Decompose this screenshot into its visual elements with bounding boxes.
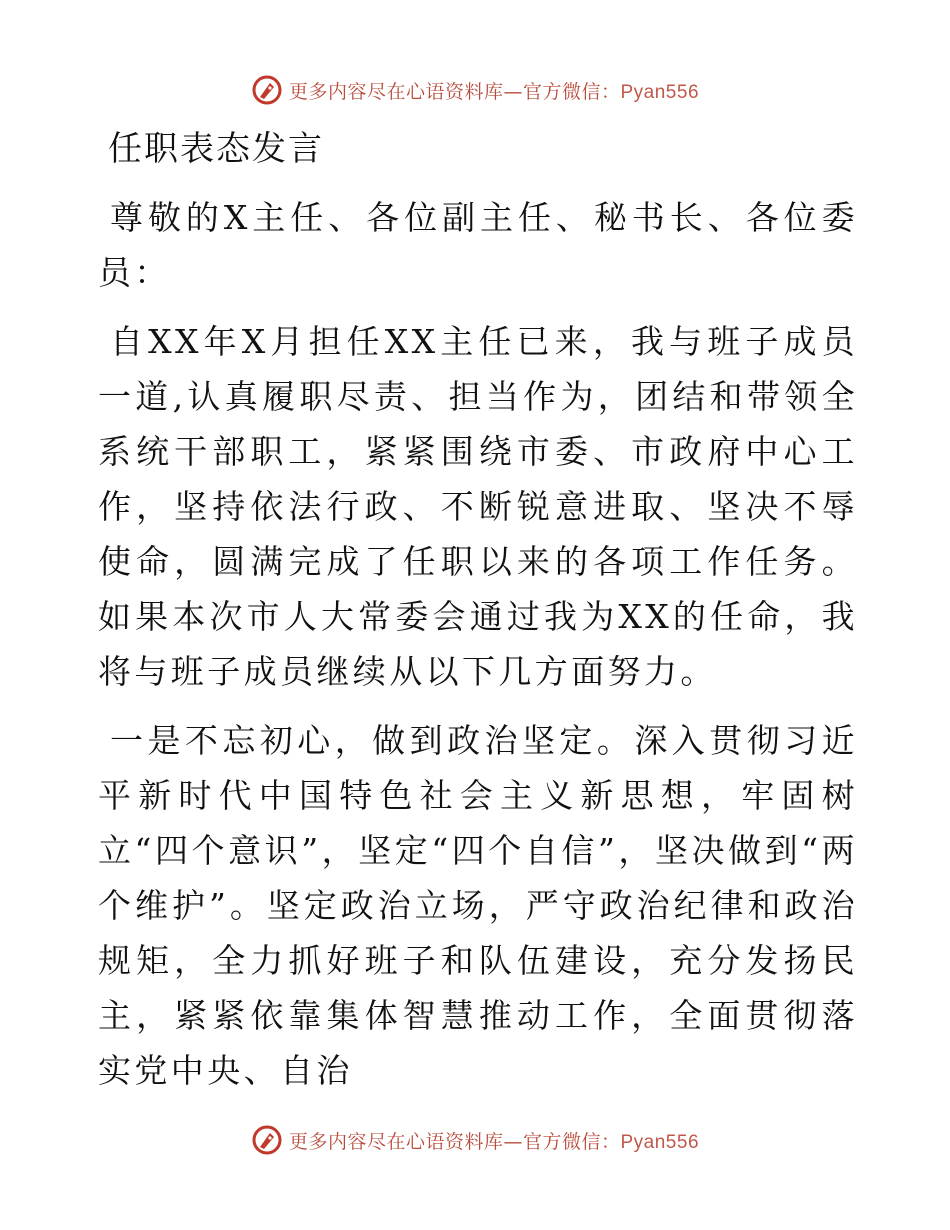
document-body (98, 122, 858, 1112)
pen-nib-logo-icon (251, 74, 283, 106)
paragraph-point-one: 一是不忘初心，做到政治坚定。深入贯彻习近平新时代中国特色社会主义新思想，牢固树立“四个意识”，坚定“四个自信”，坚决做到“两个维护”。坚定政治立场，严守政治纪律和政治规矩，全力抓好班子和队伍建设，充分发扬民主，紧紧依靠集体智慧推动工作，全面贯彻落实党中央、自治 (98, 721, 858, 1090)
banner-text: 更多内容尽在心语资料库—官方微信：Pyan556 (288, 1130, 700, 1153)
paragraph-intro: 自XX年X月担任XX主任已来，我与班子成员一道,认真履职尽责、担当作为，团结和带领全系统干部职工，紧紧围绕市委、市政府中心工作，坚持依法行政、不断锐意进取、坚决不辱使命，圆满完成了任职以来的各项工作任务。如果本次市人大常委会通过我为XX的任命，我将与班子成员继续从以下几方面努力。 (98, 322, 858, 691)
wechat-id: Pyan556 (620, 1131, 700, 1153)
pen-nib-logo-icon (251, 1124, 283, 1156)
paragraph-salutation: 尊敬的X主任、各位副主任、秘书长、各位委员： (98, 198, 858, 292)
banner-text: 更多内容尽在心语资料库—官方微信：Pyan556 (288, 80, 700, 103)
document-title: 任职表态发言 (108, 129, 324, 169)
footer-banner (0, 1120, 950, 1160)
header-banner (0, 70, 950, 110)
wechat-id: Pyan556 (620, 81, 700, 103)
